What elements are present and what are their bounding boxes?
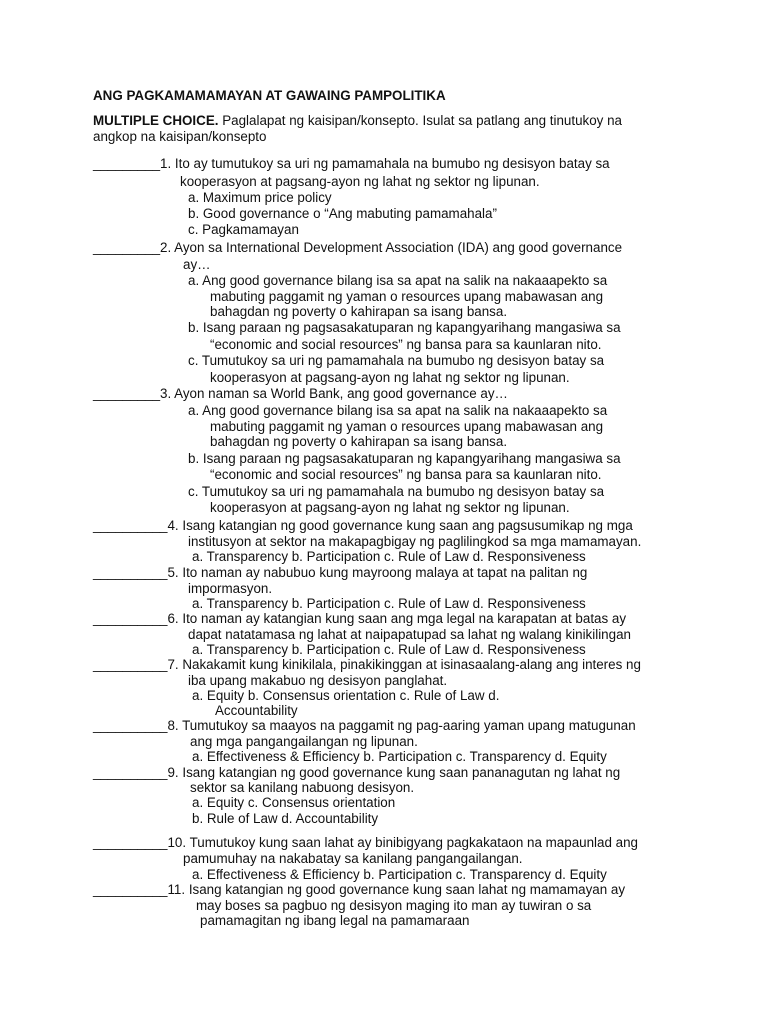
instructions-text: Paglalapat ng kaisipan/konsepto. Isulat sa patlang ang tinutukoy na (222, 113, 622, 128)
question-line: impormasyon. (188, 581, 273, 596)
choice-line: mabuting paggamit ng yaman o resources upang mabawasan ang (210, 419, 604, 434)
choice-line: a. Maximum price policy (188, 190, 332, 205)
question-line: __________11. Isang katangian ng good governance kung saan lahat ng mamamayan ay (93, 882, 626, 897)
question-line: __________5. Ito naman ay nabubuo kung mayroong malaya at tapat na palitan ng (93, 565, 588, 580)
choice-line: kooperasyon at pagsang-ayon ng lahat ng sektor ng lipunan. (210, 370, 570, 385)
choice-line: Accountability (215, 703, 298, 718)
instructions (93, 113, 622, 129)
choice-line: a. Ang good governance bilang isa sa apat na salik na nakaaapekto sa (188, 273, 608, 288)
choice-line: a. Equity b. Consensus orientation c. Rule of Law d. (192, 688, 500, 703)
question-line: __________8. Tumutukoy sa maayos na paggamit ng pag-aaring yaman upang matugunan (93, 718, 636, 733)
choice-line: a. Transparency b. Participation c. Rule of Law d. Responsiveness (192, 549, 586, 564)
choice-line: a. Effectiveness & Efficiency b. Participation c. Transparency d. Equity (192, 749, 607, 764)
question-line: pamumuhay na nakabatay sa kanilang pangangailangan. (183, 851, 523, 866)
question-line: __________9. Isang katangian ng good governance kung saan pananagutan ng lahat ng (93, 765, 621, 780)
question-line: __________6. Ito naman ay katangian kung saan ang mga legal na karapatan at batas ay (93, 611, 627, 626)
choice-line: bahagdan ng poverty o kahirapan sa isang bansa. (210, 304, 508, 319)
question-line: iba upang makabuo ng desisyon panglahat. (188, 673, 448, 688)
question-line: ay… (183, 257, 211, 272)
question-line: institusyon at sektor na makapagbigay ng paglilingkod sa mga mamamayan. (188, 534, 642, 549)
choice-line: c. Tumutukoy sa uri ng pamamahala na bumubo ng desisyon batay sa (188, 353, 605, 368)
choice-line: b. Rule of Law d. Accountability (192, 811, 379, 826)
question-line: pamamagitan ng ibang legal na pamamaraan (200, 913, 470, 928)
choice-line: a. Ang good governance bilang isa sa apat na salik na nakaaapekto sa (188, 403, 608, 418)
question-line: sektor sa kanilang nabuong desisyon. (190, 780, 415, 795)
choice-line: b. Isang paraan ng pagsasakatuparan ng kapangyarihang mangasiwa sa (188, 451, 621, 466)
question-line: _________2. Ayon sa International Development Association (IDA) ang good governance (93, 240, 623, 255)
choice-line: “economic and social resources” ng bansa para sa kaunlaran nito. (210, 467, 602, 482)
question-line: __________10. Tumutukoy kung saan lahat ay binibigyang pagkakataon na mapaunlad ang (93, 835, 638, 850)
choice-line: kooperasyon at pagsang-ayon ng lahat ng sektor ng lipunan. (210, 500, 570, 515)
choice-line: mabuting paggamit ng yaman o resources upang mabawasan ang (210, 289, 604, 304)
question-line: __________4. Isang katangian ng good governance kung saan ang pagsusumikap ng mga (93, 518, 633, 533)
choice-line: b. Isang paraan ng pagsasakatuparan ng kapangyarihang mangasiwa sa (188, 320, 621, 335)
instructions-label: MULTIPLE CHOICE. (93, 113, 219, 128)
choice-line: a. Transparency b. Participation c. Rule of Law d. Responsiveness (192, 642, 586, 657)
question-line: dapat natatamasa ng lahat at naipapatupad sa lahat ng walang kinikilingan (188, 627, 631, 642)
choice-line: c. Tumutukoy sa uri ng pamamahala na bumubo ng desisyon batay sa (188, 484, 605, 499)
question-line: kooperasyon at pagsang-ayon ng lahat ng sektor ng lipunan. (180, 174, 540, 189)
choice-line: a. Equity c. Consensus orientation (192, 795, 396, 810)
document-title: ANG PAGKAMAMAMAYAN AT GAWAING PAMPOLITIKA (93, 88, 446, 103)
question-line: _________1. Ito ay tumutukoy sa uri ng pamamahala na bumubo ng desisyon batay sa (93, 156, 610, 171)
choice-line: “economic and social resources” ng bansa para sa kaunlaran nito. (210, 337, 602, 352)
instructions-text-2: angkop na kaisipan/konsepto (93, 129, 267, 144)
choice-line: c. Pagkamamayan (188, 222, 299, 237)
question-line: __________7. Nakakamit kung kinikilala, pinakikinggan at isinasaalang-alang ang interes ng (93, 657, 641, 672)
choice-line: bahagdan ng poverty o kahirapan sa isang bansa. (210, 434, 508, 449)
choice-line: b. Good governance o “Ang mabuting pamamahala” (188, 206, 497, 221)
question-line: ang mga pangangailangan ng lipunan. (190, 734, 418, 749)
choice-line: a. Effectiveness & Efficiency b. Participation c. Transparency d. Equity (192, 867, 607, 882)
question-line: _________3. Ayon naman sa World Bank, ang good governance ay… (93, 386, 508, 401)
choice-line: a. Transparency b. Participation c. Rule of Law d. Responsiveness (192, 596, 586, 611)
question-line: may boses sa pagbuo ng desisyon maging ito man ay tuwiran o sa (196, 898, 592, 913)
